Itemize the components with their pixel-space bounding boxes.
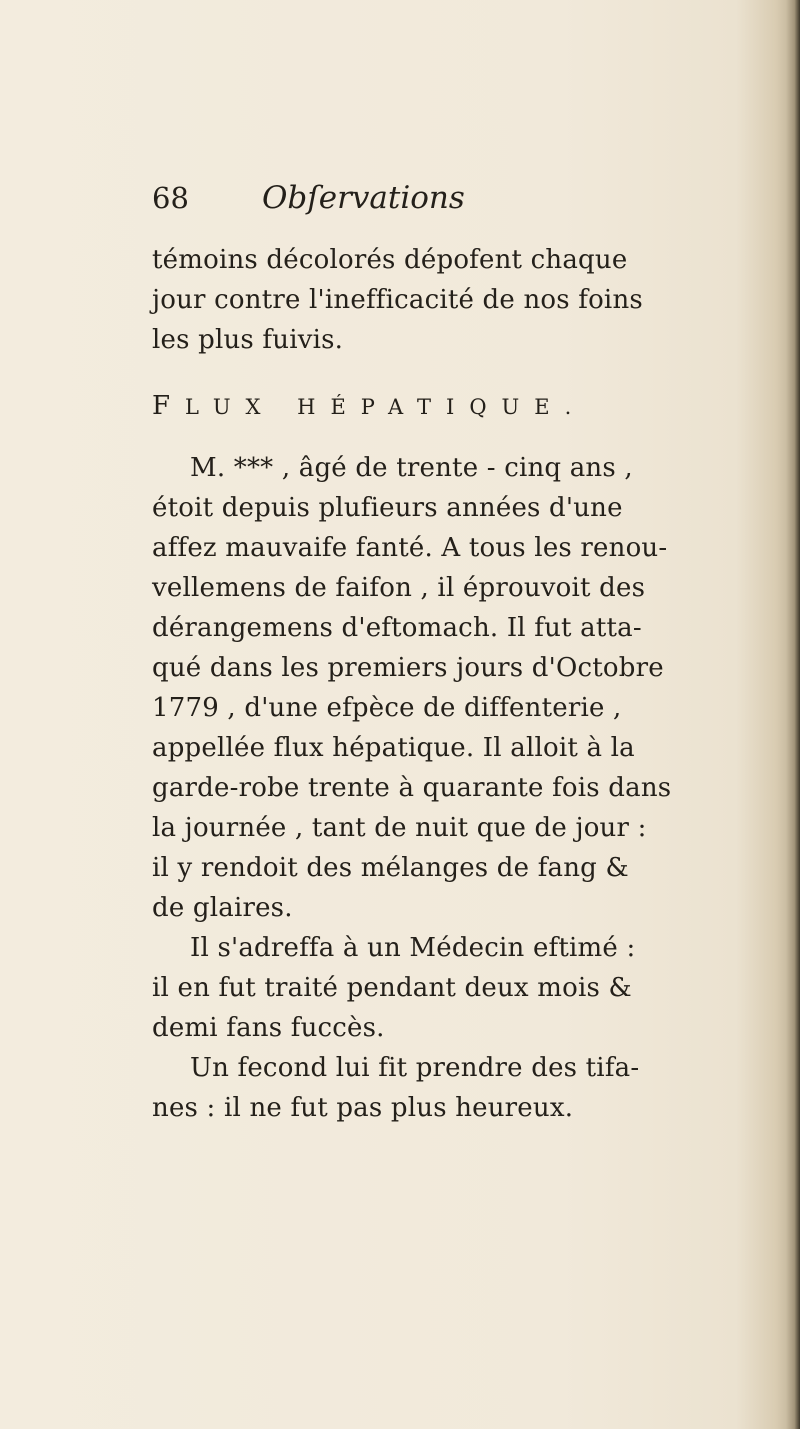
text-line: qué dans les premiers jours d'Octobre bbox=[152, 653, 664, 683]
text-line: 1779 , d'une efpèce de diffenterie , bbox=[152, 693, 622, 723]
text-line: il y rendoit des mélanges de fang & bbox=[152, 853, 629, 883]
section-heading-initial: F bbox=[152, 391, 186, 421]
text-line: témoins décolorés dépofent chaque bbox=[152, 245, 628, 275]
text-line: dérangemens d'eftomach. Il fut atta- bbox=[152, 613, 642, 643]
text-line: nes : il ne fut pas plus heureux. bbox=[152, 1093, 574, 1123]
paragraph-1 bbox=[152, 240, 672, 360]
text-line: demi fans fuccès. bbox=[152, 1013, 385, 1043]
text-line: M. *** , âgé de trente - cinq ans , bbox=[190, 453, 633, 483]
text-line: garde-robe trente à quarante fois dans bbox=[152, 773, 672, 803]
running-head bbox=[152, 180, 672, 232]
text-line: affez mauvaife fanté. A tous les renou- bbox=[152, 533, 668, 563]
text-line: jour contre l'inefficacité de nos foins bbox=[152, 285, 643, 315]
running-title: Obſervations bbox=[262, 180, 465, 216]
paragraph-3 bbox=[152, 928, 672, 1048]
section-heading bbox=[152, 382, 672, 430]
text-line: appellée flux hépatique. Il alloit à la bbox=[152, 733, 635, 763]
text-line: Il s'adreffa à un Médecin eftimé : bbox=[190, 933, 636, 963]
page-edge-shadow bbox=[786, 0, 800, 1429]
text-line: de glaires. bbox=[152, 893, 293, 923]
section-heading-rest: LUX HÉPATIQUE. bbox=[185, 395, 587, 419]
page-number: 68 bbox=[152, 181, 189, 215]
text-line: la journée , tant de nuit que de jour : bbox=[152, 813, 647, 843]
text-line: Un fecond lui fit prendre des tifa- bbox=[190, 1053, 640, 1083]
text-block bbox=[152, 180, 672, 1128]
paragraph-2 bbox=[152, 448, 672, 928]
text-line: étoit depuis plufieurs années d'une bbox=[152, 493, 623, 523]
text-line: les plus fuivis. bbox=[152, 325, 344, 355]
paragraph-4 bbox=[152, 1048, 672, 1128]
text-line: vellemens de faifon , il éprouvoit des bbox=[152, 573, 646, 603]
text-line: il en fut traité pendant deux mois & bbox=[152, 973, 632, 1003]
